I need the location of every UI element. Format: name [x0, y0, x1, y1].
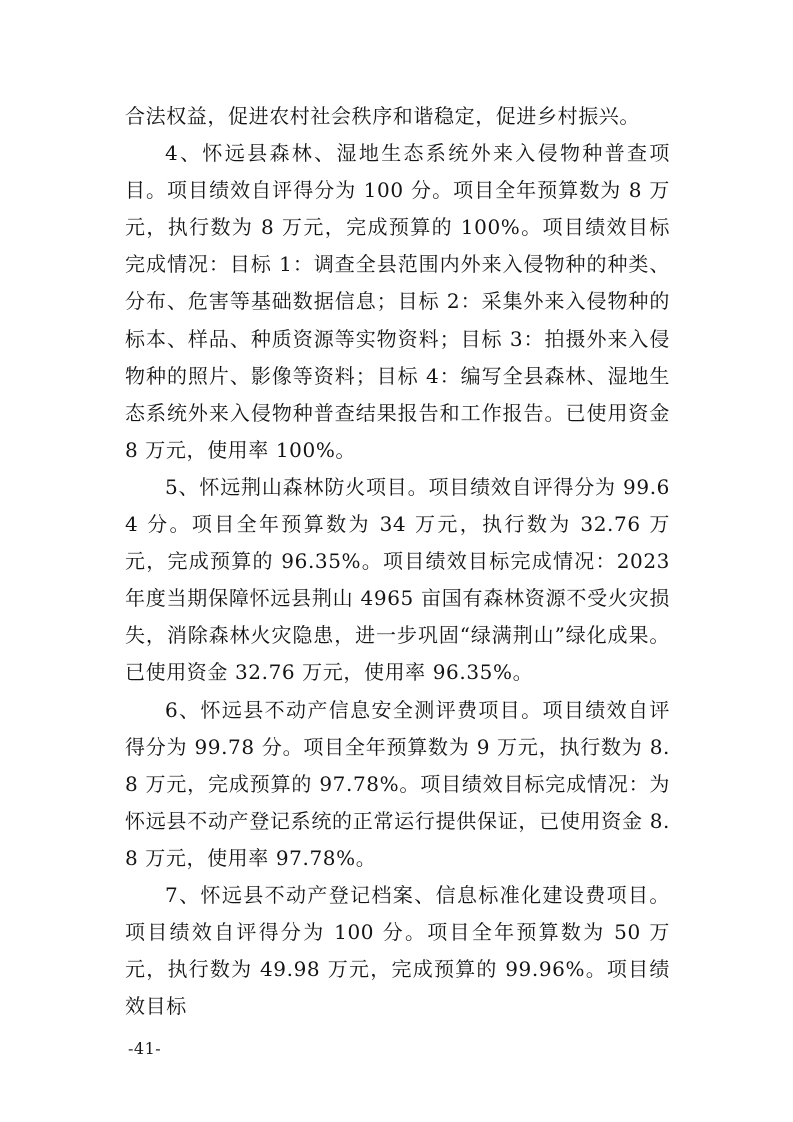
paragraph-item-5: 5、怀远荆山森林防火项目。项目绩效自评得分为 99.64 分。项目全年预算数为 34 万元，执行数为 32.76 万元，完成预算的 96.35%。项目绩效目标完成情况：2023 年度当期保障怀远县荆山 4965 亩国有森林资源不受火灾损失，消除森林火灾隐患，进一步巩固“绿满荆山”绿化成果。已使用资金 32.76 万元，使用率 96.35%。	[125, 474, 670, 685]
paragraph-continuation: 合法权益，促进农村社会秩序和谐稳定，促进乡村振兴。	[125, 104, 640, 128]
document-body	[125, 98, 670, 1025]
paragraph-item-7: 7、怀远县不动产登记档案、信息标准化建设费项目。项目绩效自评得分为 100 分。项目全年预算数为 50 万元，执行数为 49.98 万元，完成预算的 99.96%。项目绩效目标	[125, 882, 670, 1019]
page-number: -41-	[128, 1039, 162, 1058]
paragraph-item-6: 6、怀远县不动产信息安全测评费项目。项目绩效自评得分为 99.78 分。项目全年预算数为 9 万元，执行数为 8.8 万元，完成预算的 97.78%。项目绩效目标完成情况：为怀远县不动产登记系统的正常运行提供保证，已使用资金 8.8 万元，使用率 97.78%。	[125, 697, 670, 870]
paragraph-item-4: 4、怀远县森林、湿地生态系统外来入侵物种普查项目。项目绩效自评得分为 100 分。项目全年预算数为 8 万元，执行数为 8 万元，完成预算的 100%。项目绩效目标完成情况：目标 1：调查全县范围内外来入侵物种的种类、分布、危害等基础数据信息；目标 2：采集外来入侵物种的标本、样品、种质资源等实物资料；目标 3：拍摄外来入侵物种的照片、影像等资料；目标 4：编写全县森林、湿地生态系统外来入侵物种普查结果报告和工作报告。已使用资金 8 万元，使用率 100%。	[125, 141, 670, 462]
